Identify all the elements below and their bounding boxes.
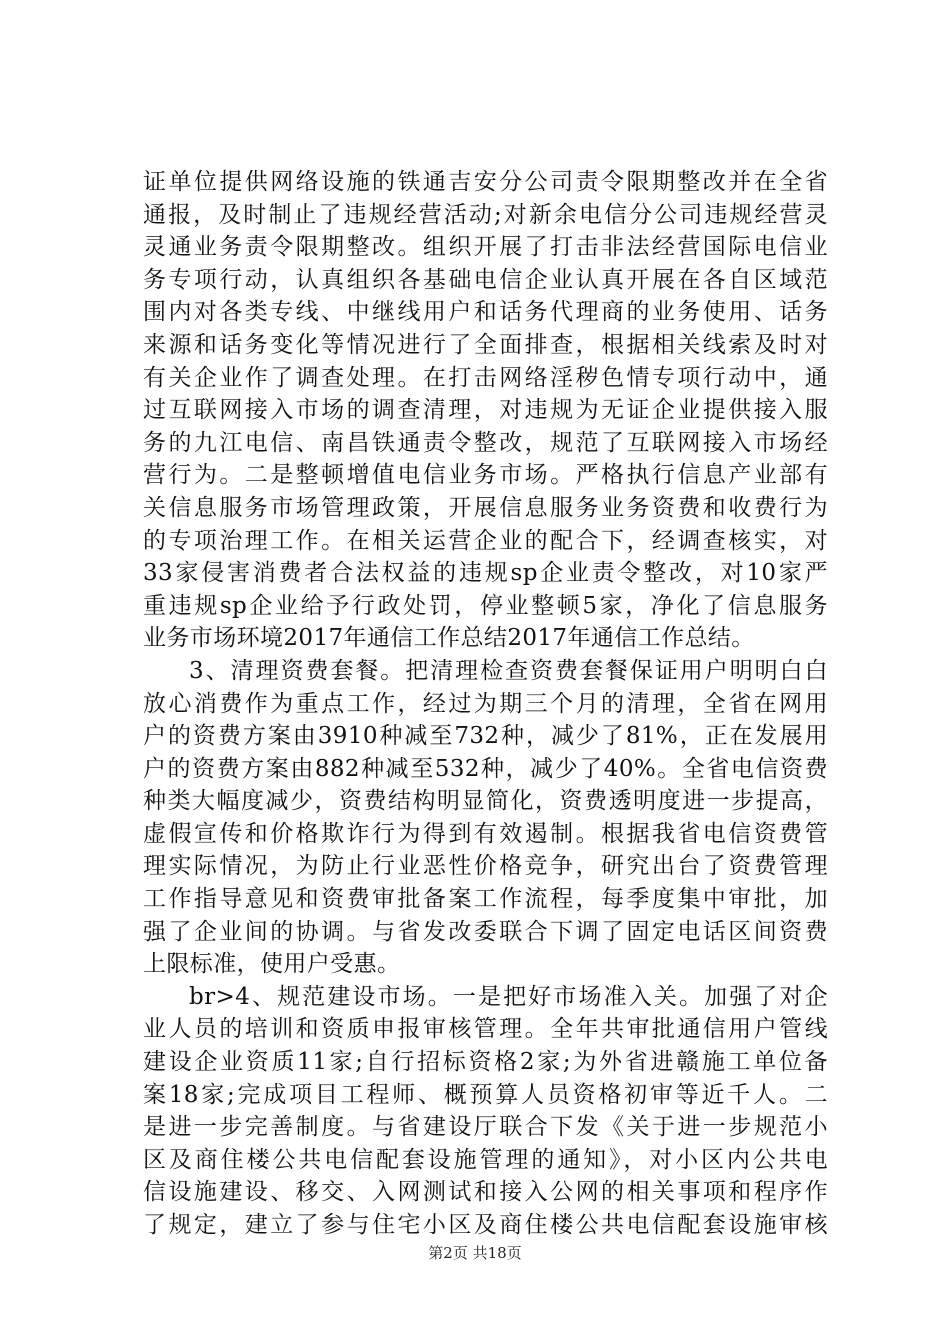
text-line: 信设施建设、移交、入网测试和接入公网的相关事项和程序作 [143,1179,828,1206]
text-line: 来源和话务变化等情况进行了全面排查，根据相关线索及时对 [143,331,828,358]
text-line: 灵通业务责令限期整改。组织开展了打击非法经营国际电信业 [143,234,828,261]
text-line: 强了企业间的协调。与省发改委联合下调了固定电话区间资费 [143,918,828,945]
text-line: 33家侵害消费者合法权益的违规sp企业责令整改，对10家严 [143,560,828,587]
text-line: 工作指导意见和资费审批备案工作流程，每季度集中审批，加 [143,886,828,913]
text-line: 案18家;完成项目工程师、概预算人员资格初审等近千人。二 [143,1081,828,1108]
text-line: 是进一步完善制度。与省建设厅联合下发《关于进一步规范小 [143,1114,828,1141]
text-line: 围内对各类专线、中继线用户和话务代理商的业务使用、话务 [143,299,828,326]
text-line: 营行为。二是整顿增值电信业务市场。严格执行信息产业部有 [143,462,828,489]
page-number-footer: 第2页 共18页 [428,1244,522,1262]
text-line: 虚假宣传和价格欺诈行为得到有效遏制。根据我省电信资费管 [143,820,828,847]
text-line: 重违规sp企业给予行政处罚，停业整顿5家，净化了信息服务 [143,592,828,619]
text-line: 通报，及时制止了违规经营活动;对新余电信分公司违规经营灵 [143,201,828,228]
text-line: 务专项行动，认真组织各基础电信企业认真开展在各自区域范 [143,266,828,293]
text-line: 关信息服务市场管理政策，开展信息服务业务资费和收费行为 [143,494,828,521]
text-line: 户的资费方案由3910种减至732种，减少了81%，正在发展用 [143,723,828,750]
text-line: 的专项治理工作。在相关运营企业的配合下，经调查核实，对 [143,527,828,554]
text-line: 种类大幅度减少，资费结构明显简化，资费透明度进一步提高， [143,788,828,815]
text-line: 了规定，建立了参与住宅小区及商住楼公共电信配套设施审核 [143,1212,828,1238]
text-line: 建设企业资质11家;自行招标资格2家;为外省进赣施工单位备 [143,1049,828,1076]
body-text [143,166,828,1242]
text-line: 有关企业作了调查处理。在打击网络淫秽色情专项行动中，通 [143,364,828,391]
text-line: 上限标准，使用户受惠。 [143,951,401,978]
text-line: 过互联网接入市场的调查清理，对违规为无证企业提供接入服 [143,397,828,424]
text-line: 放心消费作为重点工作，经过为期三个月的清理，全省在网用 [143,690,828,717]
text-line: 证单位提供网络设施的铁通吉安分公司责令限期整改并在全省 [143,169,828,195]
text-line: 理实际情况，为防止行业恶性价格竞争，研究出台了资费管理 [143,853,828,880]
text-line: 户的资费方案由882种减至532种，减少了40%。全省电信资费 [143,755,828,782]
paragraph-start-line: br>4、规范建设市场。一是把好市场准入关。加强了对企 [189,983,828,1010]
paragraph-start-line: 3、清理资费套餐。把清理检查资费套餐保证用户明明白白 [189,657,828,684]
text-line: 业人员的培训和资质申报审核管理。全年共审批通信用户管线 [143,1016,828,1043]
text-line: 区及商住楼公共电信配套设施管理的通知》，对小区内公共电 [143,1146,828,1173]
text-line: 务的九江电信、南昌铁通责令整改，规范了互联网接入市场经 [143,429,828,456]
text-line: 业务市场环境2017年通信工作总结2017年通信工作总结。 [143,625,755,652]
